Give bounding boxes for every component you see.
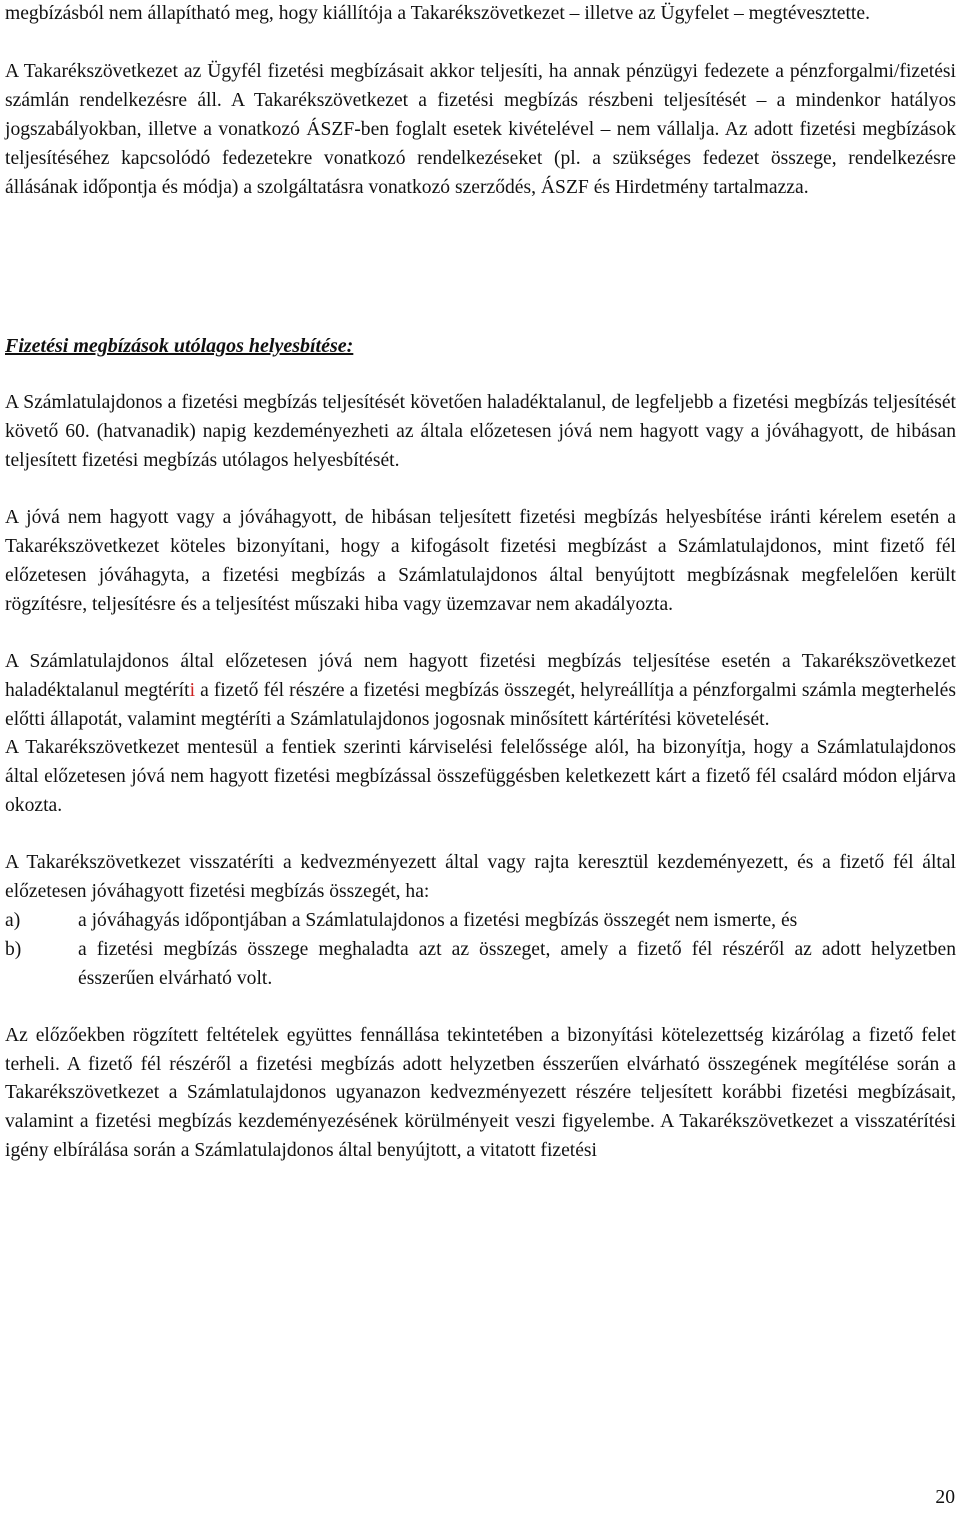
document-page <box>5 0 956 1166</box>
paragraph-correction-deadline: A Számlatulajdonos a fizetési megbízás teljesítését követően haladéktalanul, de legfeljebb a fizetési megbízás teljesítését követő 60. (hatvanadik) napig kezdeményezheti az általa előzetesen jóvá nem hagyott vagy a jóváhagyott, de hibásan teljesített fizetési megbízás utólagos helyesbítését. <box>5 392 956 472</box>
paragraph-conditions: Az előzőekben rögzített feltételek együttes fennállása tekintetében a bizonyítási kötelezettség kizárólag a fizető felet terheli. A fizető fél részéről a fizetési megbízás adott helyzetben ésszerűen elvárható összegének megítélése során a Takarékszövetkezet a Számlatulajdonos ugyanazon kedvezményezett részére teljesített korábbi fizetési megbízásait, valamint a fizetési megbízás kezdeményezésének körülményeit veszi figyelembe. A Takarékszövetkezet a visszatérítési igény elbírálása során a Számlatulajdonos által benyújtott, a vitatott fizetési <box>5 1024 956 1162</box>
list-item-text: a fizetési megbízás összege meghaladta azt az összeget, amely a fizető fél részéről az adott helyzetben ésszerűen elvárható volt. <box>78 938 956 989</box>
paragraph-refund <box>5 648 956 735</box>
list-item-text: a jóváhagyás időpontjában a Számlatulajdonos a fizetési megbízás összegét nem ismerte, és <box>78 909 798 931</box>
list-item <box>5 936 956 994</box>
list-marker: a) <box>5 909 21 931</box>
paragraph-coverage: A Takarékszövetkezet az Ügyfél fizetési megbízásait akkor teljesíti, ha annak pénzügyi fedezete a pénzforgalmi/fizetési számlán rendelkezésre áll. A Takarékszövetkezet a fizetési megbízás részbeni teljesítését – a mindenkor hatályos jogszabályokban, illetve a vonatkozó ÁSZF-ben foglalt esetek kivételével – nem vállalja. Az adott fizetési megbízások teljesítéséhez kapcsolódó fedezetekre vonatkozó rendelkezéseket (pl. a szükséges fedezet összege, rendelkezésre állásának időpontja és módja) a szolgáltatásra vonatkozó szerződés, ÁSZF és Hirdetmény tartalmazza. <box>5 60 956 198</box>
list-marker: b) <box>5 938 22 960</box>
paragraph-reimbursement: A Takarékszövetkezet visszatéríti a kedvezményezett által vagy rajta keresztül kezdeményezett, és a fizető fél által előzetesen jóváhagyott fizetési megbízás összegét, ha: <box>5 852 956 903</box>
red-letter: i <box>189 679 196 701</box>
paragraph-exemption: A Takarékszövetkezet mentesül a fentiek szerinti kárviselési felelőssége alól, ha bizonyítja, hogy a Számlatulajdonos által előzetesen jóvá nem hagyott fizetési megbízással összefüggésben keletkezett kárt a fizető fél csalárd módon eljárva okozta. <box>5 737 956 817</box>
page-number: 20 <box>935 1487 955 1508</box>
paragraph-refund-text-a: A Számlatulajdonos által előzetesen jóvá nem hagyott fizetési megbízás teljesítése esetén a Takarékszövetkezet haladéktalanul megtérít <box>5 650 956 701</box>
paragraph-refund-text-b: a fizető fél részére a fizetési megbízás összegét, helyreállítja a pénzforgalmi számla megterhelés előtti állapotát, valamint megtéríti a Számlatulajdonos jogosnak minősített kártérítési követelését. <box>5 679 956 730</box>
paragraph-burden-of-proof: A jóvá nem hagyott vagy a jóváhagyott, de hibásan teljesített fizetési megbízás helyesbítése iránti kérelem esetén a Takarékszövetkezet köteles bizonyítani, hogy a kifogásolt fizetési megbízást a Számlatulajdonos, mint fizető fél előzetesen jóváhagyta, a fizetési megbízás a Számlatulajdonos által benyújtott megbízásnak megfelelően került rögzítésre, teljesítésre és a teljesítést műszaki hiba vagy üzemzavar nem akadályozta. <box>5 507 956 615</box>
paragraph-intro: megbízásból nem állapítható meg, hogy kiállítója a Takarékszövetkezet – illetve az Ügyfelet – megtévesztette. <box>5 3 870 24</box>
list-item <box>5 907 956 936</box>
section-heading: Fizetési megbízások utólagos helyesbítése: <box>5 335 354 358</box>
